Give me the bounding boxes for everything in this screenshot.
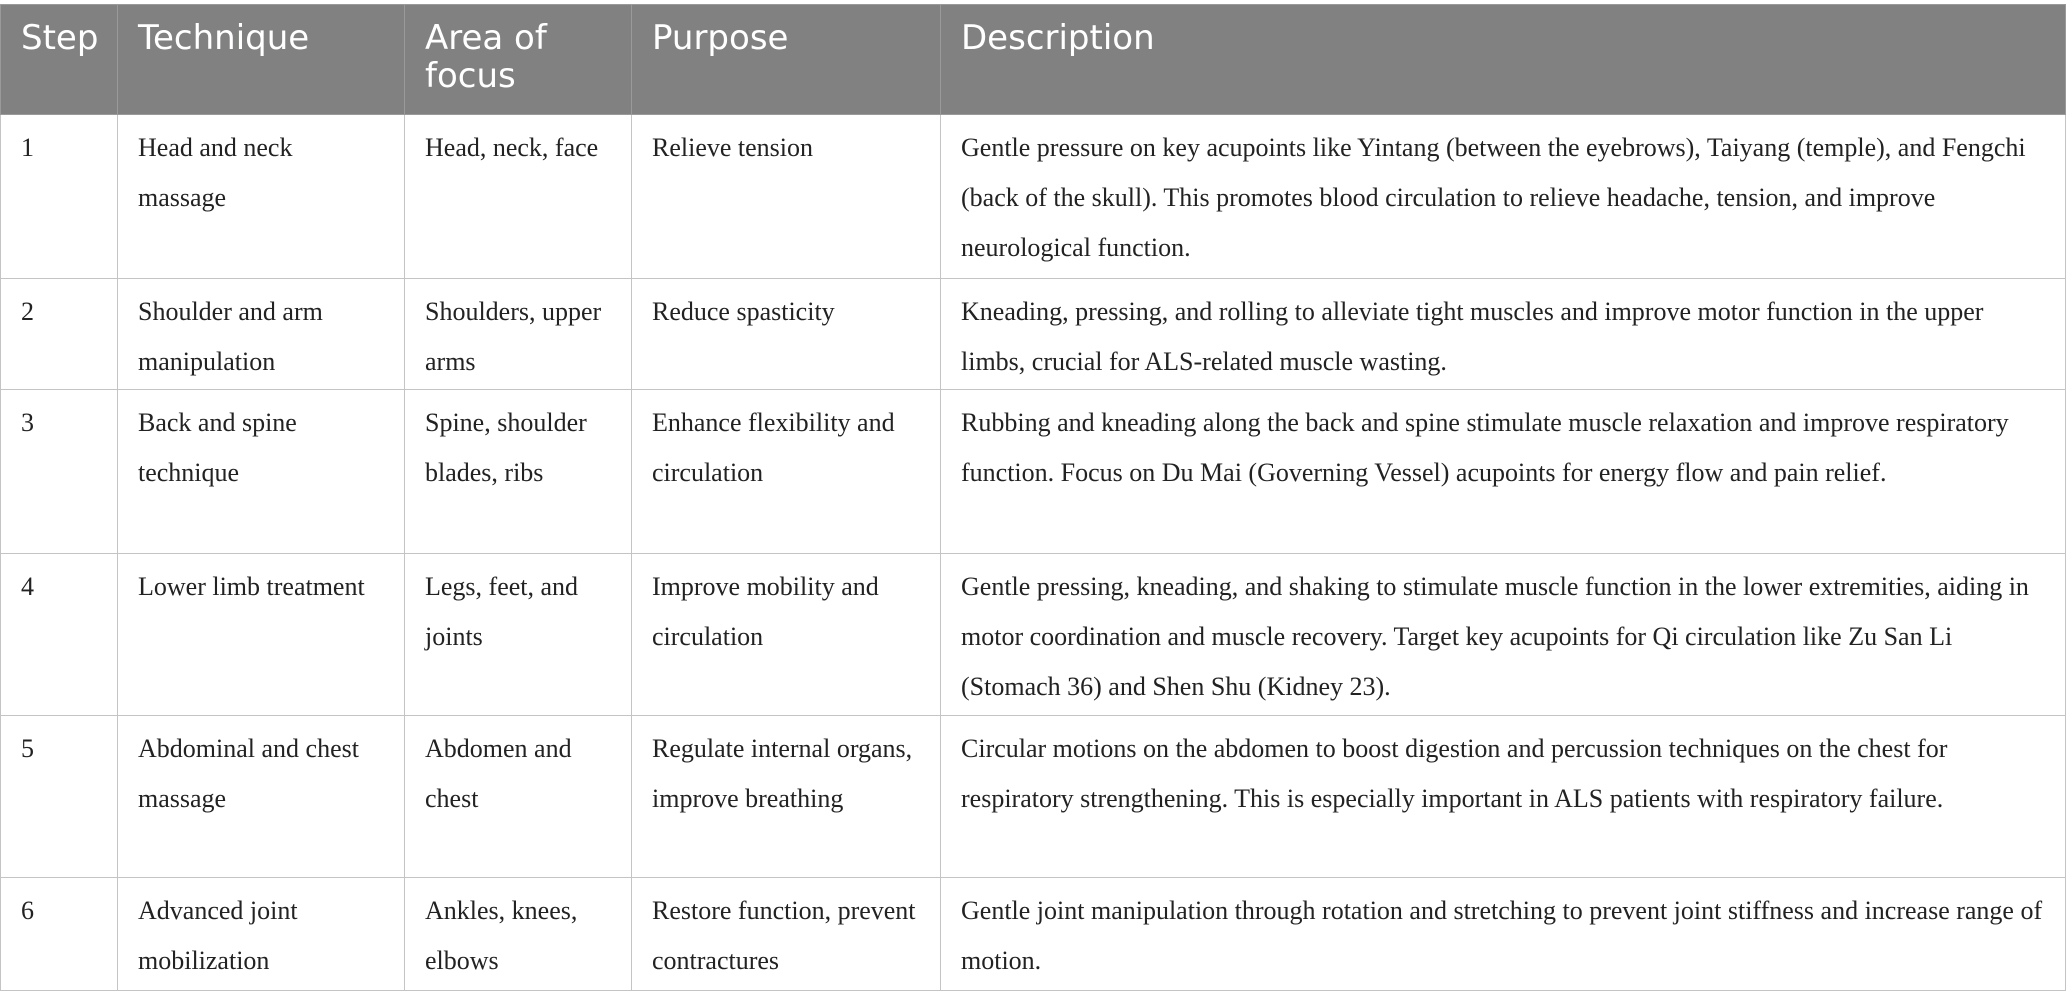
techniques-table xyxy=(0,4,2066,991)
cell-description: Gentle joint manipulation through rotation and stretching to prevent joint stiffness and increase range of motion. xyxy=(941,878,2066,991)
table-row xyxy=(1,279,2066,390)
header-area: Area of focus xyxy=(405,5,632,115)
cell-purpose: Relieve tension xyxy=(632,115,941,279)
cell-technique: Shoulder and arm manipulation xyxy=(118,279,405,390)
header-technique: Technique xyxy=(118,5,405,115)
cell-purpose: Reduce spasticity xyxy=(632,279,941,390)
cell-area: Spine, shoulder blades, ribs xyxy=(405,390,632,554)
cell-area: Shoulders, upper arms xyxy=(405,279,632,390)
cell-step: 1 xyxy=(1,115,118,279)
cell-purpose: Improve mobility and circulation xyxy=(632,554,941,716)
cell-description: Rubbing and kneading along the back and spine stimulate muscle relaxation and improve respiratory function. Focus on Du Mai (Governing Vessel) acupoints for energy flow and pain relief. xyxy=(941,390,2066,554)
table-row xyxy=(1,554,2066,716)
cell-technique: Advanced joint mobilization xyxy=(118,878,405,991)
cell-purpose: Enhance flexibility and circulation xyxy=(632,390,941,554)
header-purpose: Purpose xyxy=(632,5,941,115)
table-row xyxy=(1,115,2066,279)
cell-description: Circular motions on the abdomen to boost digestion and percussion techniques on the chest for respiratory strengthening. This is especially important in ALS patients with respiratory failure. xyxy=(941,716,2066,878)
cell-step: 5 xyxy=(1,716,118,878)
cell-area: Legs, feet, and joints xyxy=(405,554,632,716)
cell-description: Gentle pressure on key acupoints like Yintang (between the eyebrows), Taiyang (temple), and Fengchi (back of the skull). This promotes blood circulation to relieve headache, tension, and improve neurological function. xyxy=(941,115,2066,279)
cell-step: 2 xyxy=(1,279,118,390)
cell-step: 3 xyxy=(1,390,118,554)
header-description: Description xyxy=(941,5,2066,115)
cell-technique: Lower limb treatment xyxy=(118,554,405,716)
table-row xyxy=(1,716,2066,878)
table-row xyxy=(1,390,2066,554)
header-row xyxy=(1,5,2066,115)
cell-step: 6 xyxy=(1,878,118,991)
cell-area: Abdomen and chest xyxy=(405,716,632,878)
cell-purpose: Restore function, prevent contractures xyxy=(632,878,941,991)
cell-description: Kneading, pressing, and rolling to alleviate tight muscles and improve motor function in the upper limbs, crucial for ALS-related muscle wasting. xyxy=(941,279,2066,390)
cell-area: Ankles, knees, elbows xyxy=(405,878,632,991)
cell-step: 4 xyxy=(1,554,118,716)
header-step: Step xyxy=(1,5,118,115)
cell-technique: Abdominal and chest massage xyxy=(118,716,405,878)
cell-technique: Head and neck massage xyxy=(118,115,405,279)
cell-description: Gentle pressing, kneading, and shaking to stimulate muscle function in the lower extremities, aiding in motor coordination and muscle recovery. Target key acupoints for Qi circulation like Zu San Li (Stomach 36) and Shen Shu (Kidney 23). xyxy=(941,554,2066,716)
cell-area: Head, neck, face xyxy=(405,115,632,279)
cell-purpose: Regulate internal organs, improve breathing xyxy=(632,716,941,878)
table-row xyxy=(1,878,2066,991)
cell-technique: Back and spine technique xyxy=(118,390,405,554)
